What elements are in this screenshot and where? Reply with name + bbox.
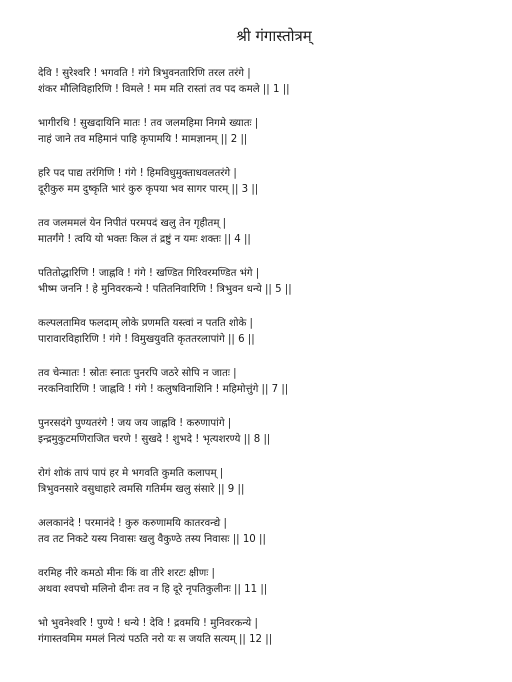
verse-line: भीष्म जननि ! हे मुनिवरकन्ये ! पतितनिवारिणि ! त्रिभुवन धन्ये || 5 ||	[38, 284, 292, 295]
verse-line: दूरीकुरु मम दुष्कृति भारं कुरु कृपया भव सागर पारम् || 3 ||	[38, 184, 259, 195]
verse-line: इन्द्रमुकुटमणिराजित चरणे ! सुखदे ! शुभदे ! भृत्यशरण्ये || 8 ||	[38, 434, 271, 445]
verse-8	[38, 416, 498, 466]
verse-line: हरि पद पाद्य तरंगिणि ! गंगे ! हिमविधुमुक्ताधवलतरंगे |	[38, 168, 237, 179]
verse-line: पारावारविहारिणि ! गंगे ! विमुखयुवति कृततरलापांगे || 6 ||	[38, 334, 255, 345]
verse-3	[38, 166, 498, 216]
verse-line: कल्पलतामिव फलदाम् लोके प्रणमति यस्त्वां न पतति शोके |	[38, 318, 253, 329]
verse-line: नरकनिवारिणि ! जाह्नवि ! गंगे ! कलुषविनाशिनि ! महिमोत्तुंगे || 7 ||	[38, 384, 289, 395]
page-title: श्री गंगास्तोत्रम्	[236, 27, 312, 45]
verse-2	[38, 116, 498, 166]
verse-10	[38, 516, 498, 566]
verse-line: गंगास्तवमिम ममलं नित्यं पठति नरो यः स जयति सत्यम् || 12 ||	[38, 634, 273, 645]
verse-line: त्रिभुवनसारे वसुधाहारे त्वमसि गतिर्मम खलु संसारे || 9 ||	[38, 484, 245, 495]
verse-5	[38, 266, 498, 316]
verse-list	[38, 66, 498, 666]
verse-line: शंकर मौलिविहारिणि ! विमले ! मम मति रास्तां तव पद कमले || 1 ||	[38, 84, 290, 95]
verse-line: अलकानंदे ! परमानंदे ! कुरु करुणामयि कातरवन्द्ये |	[38, 518, 227, 529]
verse-line: भो भुवनेश्वरि ! पुण्ये ! धन्ये ! देवि ! द्रवमयि ! मुनिवरकन्ये |	[38, 618, 258, 629]
verse-12	[38, 616, 498, 666]
verse-11	[38, 566, 498, 616]
verse-line: तव चेन्मातः ! स्रोतः स्नातः पुनरपि जठरे सोपि न जातः |	[38, 368, 237, 379]
verse-line: भागीरथि ! सुखदायिनि मातः ! तव जलमहिमा निगमे ख्यातः |	[38, 118, 259, 129]
verse-4	[38, 216, 498, 266]
verse-line: देवि ! सुरेश्वरि ! भगवति ! गंगे त्रिभुवनतारिणि तरल तरंगे |	[38, 68, 251, 79]
verse-line: पुनरसदंगे पुण्यतरंगे ! जय जय जाह्नवि ! करुणापांगे |	[38, 418, 232, 429]
verse-6	[38, 316, 498, 366]
verse-line: रोगं शोकं तापं पापं हर मे भगवति कुमति कलापम् |	[38, 468, 224, 479]
verse-line: मातर्गंगे ! त्वयि यो भक्तः किल तं द्रष्टुं न यमः शक्तः || 4 ||	[38, 234, 251, 245]
verse-line: वरमिह नीरे कमठो मीनः किं वा तीरे शरटः क्षीणः |	[38, 568, 215, 579]
verse-line: पतितोद्धारिणि ! जाह्नवि ! गंगे ! खण्डित गिरिवरमण्डित भंगे |	[38, 268, 260, 279]
verse-line: तव तट निकटे यस्य निवासः खलु वैकुण्ठे तस्य निवासः || 10 ||	[38, 534, 266, 545]
verse-9	[38, 466, 498, 516]
verse-7	[38, 366, 498, 416]
verse-1	[38, 66, 498, 116]
verse-line: अथवा श्वपचो मलिनो दीनः तव न हि दूरे नृपतिकुलीनः || 11 ||	[38, 584, 268, 595]
verse-line: नाहं जाने तव महिमानं पाहि कृपामयि ! मामज्ञानम् || 2 ||	[38, 134, 248, 145]
verse-line: तव जलममलं येन निपीतं परमपदं खलु तेन गृहीतम् |	[38, 218, 227, 229]
